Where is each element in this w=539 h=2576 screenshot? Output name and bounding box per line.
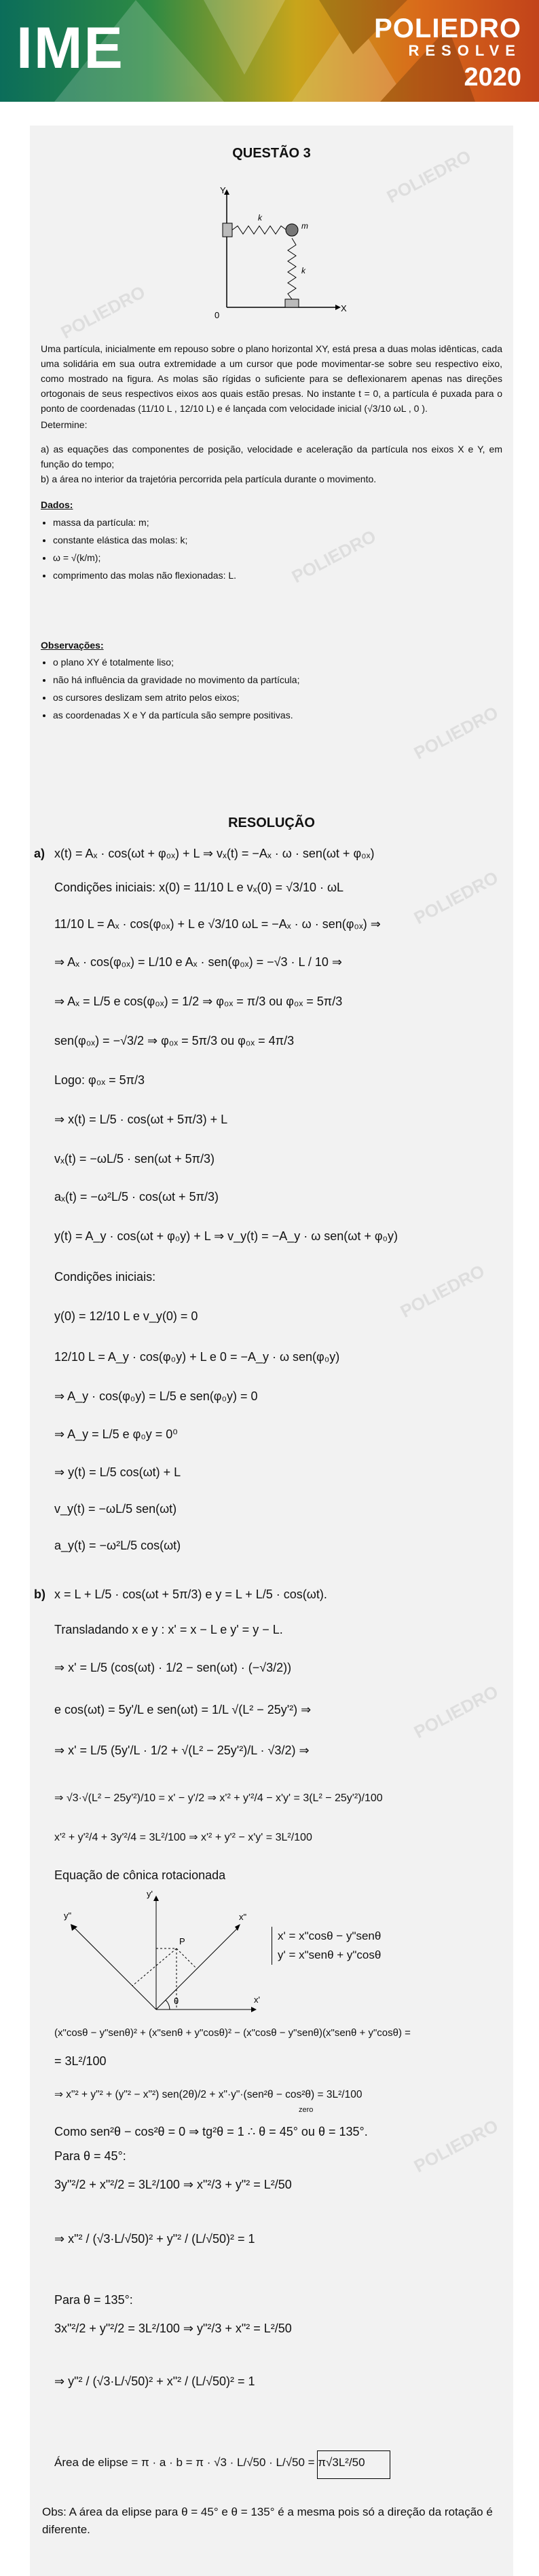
rotation-eq: y' = x"senθ + y"cosθ [278, 1948, 382, 1961]
particle [286, 224, 298, 236]
exam-year: 2020 [464, 63, 521, 92]
solution-line: Para θ = 45°: [54, 2149, 126, 2163]
exam-title: IME [16, 16, 124, 81]
solution-line: 3y"²/2 + x"²/2 = 3L²/100 ⇒ x"²/3 + y"² = L²/50 [54, 2178, 292, 2191]
question-statement: Uma partícula, inicialmente em repouso sobre o plano horizontal XY, está presa a duas molas idênticas, cada uma solidária em sua outra extremidade a um cursor que pode movimentar-se sobre seu respectivo eixo, como mostrado na figura. As molas são rígidas o suficiente para se deflexionarem apenas nas direções ortogonais de seus respectivos eixos aos quais estão presas. No instante t = 0, a partícula é puxada para o ponto de coordenadas (11/10 L , 12/10 L) e é lançada com velocidade inicial (√3/10 ωL , 0 ). [41, 343, 502, 414]
solution-line: sen(φ₀ₓ) = −√3/2 ⇒ φ₀ₓ = 5π/3 ou φ₀ₓ = 4π/3 [54, 1034, 295, 1047]
mass-label: m [301, 221, 308, 231]
cursor-y [223, 223, 232, 237]
watermark: POLIEDRO [57, 281, 149, 343]
spring-vertical [288, 238, 296, 299]
obs-item: • os cursores deslizam sem atrito pelos eixos; [53, 690, 502, 705]
dados-label: Dados: [41, 499, 73, 510]
solution-line: x = L + L/5 · cos(ωt + 5π/3) e y = L + L/5 · cos(ωt). [54, 1588, 327, 1601]
question-figure [200, 185, 369, 321]
question-item: a) as equações das componentes de posição, velocidade e aceleração da partícula nos eixos X e Y, em função do tempo; [41, 444, 502, 469]
origin-label: 0 [215, 310, 220, 320]
point-label: P [179, 1936, 185, 1946]
axis-label: x' [254, 1995, 260, 2005]
answer-box [317, 2450, 390, 2479]
solution-line: Como sen²θ − cos²θ = 0 ⇒ tg²θ = 1 ∴ θ = 45° ou θ = 135°. [54, 2125, 368, 2138]
solution-line: ⇒ A_y = L/5 e φ₀y = 0⁰ [54, 1427, 178, 1441]
solution-line: ⇒ x"² + y"² + (y"² − x"²) sen(2θ)/2 + x"·y"·(sen²θ − cos²θ) = 3L²/100 [54, 2089, 363, 2100]
question-item: b) a área no interior da trajetória percorrida pela partícula durante o movimento. [41, 474, 377, 484]
solution-line: x'² + y'²/4 + 3y'²/4 = 3L²/100 ⇒ x'² + y'² − x'y' = 3L²/100 [54, 1832, 312, 1843]
solution-line: Equação de cônica rotacionada [54, 1868, 226, 1882]
watermark: POLIEDRO [410, 866, 502, 929]
solution-line: v_y(t) = −ωL/5 sen(ωt) [54, 1502, 177, 1516]
obs-list [41, 652, 502, 725]
solution-line: (x"cosθ − y"senθ)² + (x"senθ + y"cosθ)² − (x"cosθ − y"senθ)(x"senθ + y"cosθ) = [54, 2027, 411, 2039]
watermark: POLIEDRO [396, 1260, 488, 1322]
solution-line: ⇒ A_y · cos(φ₀y) = L/5 e sen(φ₀y) = 0 [54, 1389, 258, 1403]
spring-k-label: k [301, 266, 305, 275]
question-panel [30, 126, 513, 806]
solution-line: ⇒ √3·√(L² − 25y'²)/10 = x' − y'/2 ⇒ x'² + y'²/4 − x'y' = 3(L² − 25y'²)/100 [54, 1792, 383, 1804]
solution-line: 12/10 L = A_y · cos(φ₀y) + L e 0 = −A_y · ω sen(φ₀y) [54, 1350, 340, 1364]
brand-name: POLIEDRO [374, 14, 521, 43]
zero-note: zero [299, 2106, 314, 2114]
solution-line: Para θ = 135°: [54, 2293, 133, 2307]
obs-label: Observações: [41, 640, 104, 651]
solution-line: Transladando x e y : x' = x − L e y' = y − L. [54, 1623, 283, 1636]
determine-label: Determine: [41, 419, 88, 430]
axis-x-label: X [341, 303, 347, 313]
watermark: POLIEDRO [410, 1680, 502, 1743]
watermark: POLIEDRO [383, 145, 475, 208]
watermark: POLIEDRO [410, 2115, 502, 2177]
page-header [0, 0, 539, 102]
brand-subtitle: RESOLVE [408, 42, 521, 59]
solution-line: ⇒ Aₓ = L/5 e cos(φ₀ₓ) = 1/2 ⇒ φ₀ₓ = π/3 ou φ₀ₓ = 5π/3 [54, 995, 343, 1008]
part-b-label: b) [34, 1588, 45, 1601]
solution-line: ⇒ x' = L/5 (5y'/L · 1/2 + √(L² − 25y'²)/L · √3/2) ⇒ [54, 1744, 310, 1757]
axis-y-label: Y [220, 185, 226, 195]
solution-panel [30, 806, 513, 2576]
solution-line: ⇒ y"² / (√3·L/√50)² + x"² / (L/√50)² = 1 [54, 2375, 255, 2388]
solution-line: 11/10 L = Aₓ · cos(φ₀ₓ) + L e √3/10 ωL = −Aₓ · ω · sen(φ₀ₓ) ⇒ [54, 917, 381, 931]
brand-logo [374, 15, 521, 92]
solution-line: ⇒ Aₓ · cos(φ₀ₓ) = L/10 e Aₓ · sen(φ₀ₓ) = −√3 · L / 10 ⇒ [54, 955, 342, 969]
solution-line: = 3L²/100 [54, 2054, 107, 2068]
watermark: POLIEDRO [288, 525, 379, 588]
conclusion-note: Obs: A área da elipse para θ = 45° e θ = 135° é a mesma pois só a direção da rotação é diferente. [42, 2505, 493, 2536]
rotation-diagram [54, 1887, 258, 2023]
spring-horizontal [232, 226, 286, 234]
rotation-equations [272, 1927, 381, 1965]
solution-line: y(t) = A_y · cos(ωt + φ₀y) + L ⇒ v_y(t) = −A_y · ω sen(ωt + φ₀y) [54, 1229, 398, 1243]
solution-line: e cos(ωt) = 5y'/L e sen(ωt) = 1/L √(L² − 25y'²) ⇒ [54, 1703, 312, 1716]
angle-label: θ [174, 1996, 179, 2006]
part-a-label: a) [34, 847, 45, 860]
solution-line: vₓ(t) = −ωL/5 · sen(ωt + 5π/3) [54, 1152, 215, 1166]
solution-line: ⇒ x' = L/5 (cos(ωt) · 1/2 − sen(ωt) · (−√3/2)) [54, 1661, 292, 1674]
solution-line: 3x"²/2 + y"²/2 = 3L²/100 ⇒ y"²/3 + x"² = L²/50 [54, 2322, 292, 2335]
solution-line: aₓ(t) = −ω²L/5 · cos(ωt + 5π/3) [54, 1190, 219, 1204]
solution-line: y(0) = 12/10 L e v_y(0) = 0 [54, 1309, 198, 1323]
axis-label: y" [64, 1910, 72, 1921]
solution-line: x(t) = Aₓ · cos(ωt + φ₀ₓ) + L ⇒ vₓ(t) = −Aₓ · ω · sen(ωt + φ₀ₓ) [54, 847, 375, 860]
dados-list [41, 512, 502, 585]
watermark: POLIEDRO [410, 701, 502, 764]
ellipse-area: Área de elipse = π · a · b = π · √3 · L/√50 · L/√50 = π√3L²/50 [54, 2456, 365, 2469]
spring-k-label: k [258, 213, 262, 223]
solution-line: ⇒ y(t) = L/5 cos(ωt) + L [54, 1465, 181, 1479]
solution-line: Condições iniciais: x(0) = 11/10 L e vₓ(0) = √3/10 · ωL [54, 881, 344, 894]
solution-line: Logo: φ₀ₓ = 5π/3 [54, 1073, 145, 1087]
solution-line: ⇒ x"² / (√3·L/√50)² + y"² / (L/√50)² = 1 [54, 2232, 255, 2246]
dados-item: • massa da partícula: m; [53, 515, 502, 530]
solution-line: ⇒ x(t) = L/5 · cos(ωt + 5π/3) + L [54, 1113, 228, 1126]
solution-line: Condições iniciais: [54, 1270, 156, 1284]
dados-item: • constante elástica das molas: k; [53, 533, 502, 547]
axis-label: x" [239, 1912, 247, 1922]
rotation-eq: x' = x"cosθ − y"senθ [278, 1929, 382, 1942]
question-title: QUESTÃO 3 [232, 146, 311, 161]
obs-item: • não há influência da gravidade no movimento da partícula; [53, 672, 502, 687]
dados-item: • comprimento das molas não flexionadas: L. [53, 568, 502, 583]
obs-item: • as coordenadas X e Y da partícula são sempre positivas. [53, 708, 502, 723]
dados-item: • ω = √(k/m); [53, 550, 502, 565]
solution-line: a_y(t) = −ω²L/5 cos(ωt) [54, 1539, 181, 1552]
solution-title: RESOLUÇÃO [228, 815, 315, 830]
cursor-x [285, 299, 299, 307]
axis-label: y' [147, 1889, 153, 1899]
obs-item: • o plano XY é totalmente liso; [53, 655, 502, 670]
